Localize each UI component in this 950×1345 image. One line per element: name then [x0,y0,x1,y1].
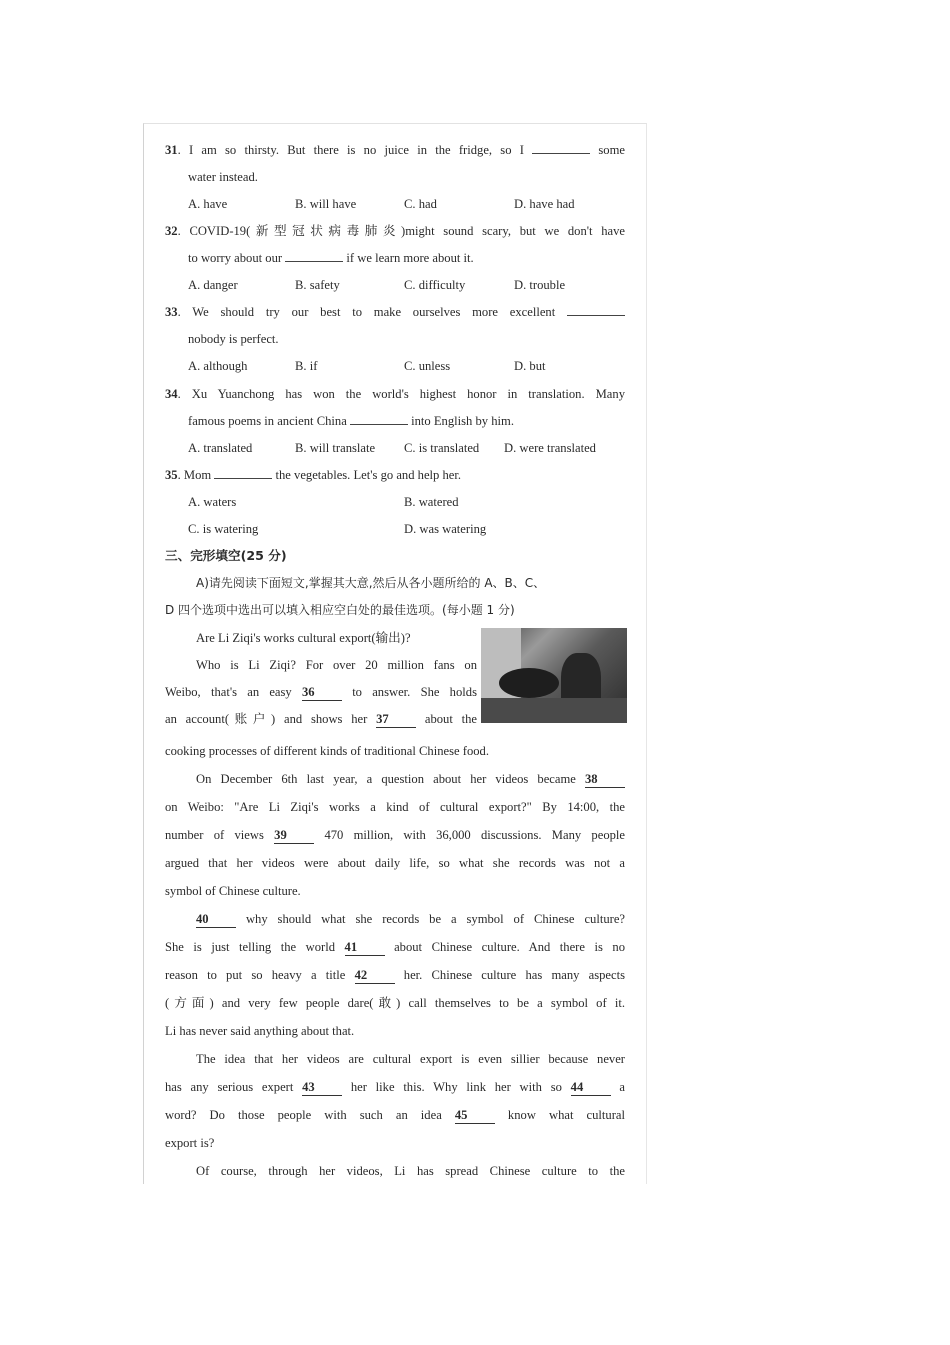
question-34-line-1: 34. Xu Yuanchong has won the world's highest honor in translation. Many [165,387,625,401]
passage-title: Are Li Ziqi's works cultural export(输出)? [196,631,411,645]
photo-table [481,698,627,723]
passage-line: number of views 39 470 million, with 36,000 discussions. Many people [165,828,625,842]
passage-line: has any serious expert 43 her like this. Why link her with so 44 a [165,1080,625,1094]
passage-line: 40 why should what she records be a symbol of Chinese culture? [196,912,625,926]
option-a: A. translated [188,441,253,455]
option-c: C. difficulty [404,278,466,292]
passage-line: On December 6th last year, a question about her videos became 38 [196,771,625,788]
option-b: B. watered [404,495,459,509]
passage-line: She is just telling the world 41 about Chinese culture. And there is no [165,940,625,954]
answer-blank [567,304,625,316]
option-b: B. will have [295,197,357,211]
option-d: D. was watering [404,522,487,536]
passage-line: Li has never said anything about that. [165,1024,355,1038]
question-34-number: 34 [165,387,178,401]
passage-line: Weibo, that's an easy 36 to answer. She holds [165,685,477,699]
question-33-number: 33 [165,305,178,319]
option-d: D. trouble [514,278,566,292]
blank-39: 39 [274,827,314,844]
question-34-line-2: famous poems in ancient China into English by him. [188,414,514,428]
option-c: C. had [404,197,437,211]
passage-line: symbol of Chinese culture. [165,884,301,898]
question-32-line-2: to worry about our if we learn more about it. [188,251,474,265]
blank-44: 44 [571,1079,611,1096]
question-31-line-1: 31. I am so thirsty. But there is no juice in the fridge, so I some [165,143,625,157]
blank-43: 43 [302,1079,342,1096]
passage-line: The idea that her videos are cultural export is even sillier because never [196,1052,625,1066]
question-33-line-2: nobody is perfect. [188,332,279,346]
answer-blank [214,467,272,479]
blank-45: 45 [455,1107,495,1124]
question-31-number: 31 [165,143,178,157]
passage-line: on Weibo: "Are Li Ziqi's works a kind of cultural export?" By 14:00, the [165,800,625,814]
passage-line: Of course, through her videos, Li has spread Chinese culture to the [196,1164,625,1178]
option-c: C. is watering [188,522,259,536]
option-a: A. have [188,197,228,211]
option-a: A. although [188,359,248,373]
option-a: A. waters [188,495,237,509]
question-32-number: 32 [165,224,178,238]
photo-pot [499,668,559,698]
passage-line: reason to put so heavy a title 42 her. Chinese culture has many aspects [165,968,625,982]
option-d: D. were translated [504,441,596,455]
option-b: B. will translate [295,441,376,455]
cooking-photo [481,628,627,723]
section-heading: 三、完形填空(25 分) [165,548,287,563]
option-a: A. danger [188,278,238,292]
option-d: D. have had [514,197,575,211]
question-32-line-1: 32. COVID-19(新型冠状病毒肺炎)might sound scary, but we don't have [165,224,625,238]
option-d: D. but [514,359,546,373]
passage-line: cooking processes of different kinds of traditional Chinese food. [165,744,489,758]
blank-38: 38 [585,771,625,788]
option-b: B. if [295,359,318,373]
question-35-number: 35 [165,468,178,482]
instructions-line-1: A)请先阅读下面短文,掌握其大意,然后从各小题所给的 A、B、C、 [196,576,546,590]
blank-41: 41 [345,939,385,956]
answer-blank [350,413,408,425]
blank-36: 36 [302,684,342,701]
question-33-line-1: 33. We should try our best to make ourselves more excellent [165,304,625,320]
instructions-line-2: D 四个选项中选出可以填入相应空白处的最佳选项。(每小题 1 分) [165,603,515,617]
option-c: C. unless [404,359,451,373]
option-b: B. safety [295,278,340,292]
option-c: C. is translated [404,441,480,455]
passage-line: word? Do those people with such an idea 45 know what cultural [165,1108,625,1122]
passage-line: argued that her videos were about daily life, so what she records was not a [165,856,625,870]
answer-blank [532,142,590,154]
blank-40: 40 [196,911,236,928]
answer-blank [285,250,343,262]
passage-line: an account(账户) and shows her 37 about the [165,712,478,726]
question-31-line-2: water instead. [188,170,258,184]
passage-line: (方面) and very few people dare(敢) call themselves to be a symbol of it. [165,996,625,1010]
passage-line: Who is Li Ziqi? For over 20 million fans on [196,658,477,672]
blank-42: 42 [355,967,395,984]
question-35-line-1: 35. Mom the vegetables. Let's go and help her. [165,468,462,482]
blank-37: 37 [376,711,416,728]
passage-line: export is? [165,1136,215,1150]
